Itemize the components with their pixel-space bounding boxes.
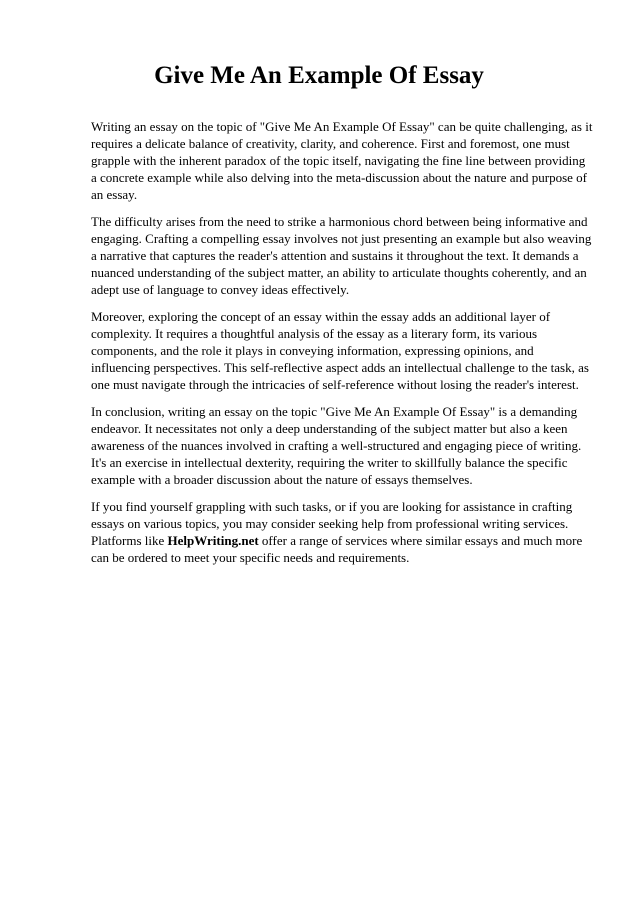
paragraph-5-intro: If you find yourself grappling with such tasks, or if you are looking for assistance in crafting essays on various topics, you may consider seeking help from professional writing services. Platforms like bbox=[91, 499, 573, 548]
paragraph-4: In conclusion, writing an essay on the topic "Give Me An Example Of Essay" is a demanding endeavor. It necessitates not only a deep understanding of the subject matter but also a keen awareness of the nuances involved in crafting a well-structured and engaging piece of writing. It's an exercise in intellectual dexterity, requiring the writer to skillfully balance the specific example with a broader discussion about the nature of essays themselves. bbox=[91, 404, 582, 487]
document-title: Give Me An Example Of Essay bbox=[154, 62, 484, 89]
paragraph-2: The difficulty arises from the need to strike a harmonious chord between being informative and engaging. Crafting a compelling essay involves not just presenting an example but also weaving a narrative that captures the reader's attention and sustains it throughout the text. It demands a nuanced understanding of the subject matter, an ability to articulate thoughts coherently, and an adept use of language to convey ideas effectively. bbox=[91, 214, 592, 297]
paragraph-1: Writing an essay on the topic of "Give Me An Example Of Essay" can be quite challenging, as it requires a delicate balance of creativity, clarity, and coherence. First and foremost, one must grapple with the inherent paradox of the topic itself, navigating the fine line between providing a concrete example while also delving into the meta-discussion about the nature and purpose of an essay. bbox=[91, 119, 593, 202]
paragraph-3: Moreover, exploring the concept of an essay within the essay adds an additional layer of complexity. It requires a thoughtful analysis of the essay as a literary form, its various components, and the role it plays in conveying information, expressing opinions, and influencing perspectives. This self-reflective aspect adds an intellectual challenge to the task, as one must navigate through the intricacies of self-reference without losing the reader's interest. bbox=[91, 309, 589, 392]
paragraph-5 bbox=[91, 498, 593, 566]
document-body bbox=[91, 118, 593, 576]
helpwriting-link[interactable]: HelpWriting.net bbox=[167, 533, 259, 548]
paragraph-5-outro: offer a range of services where similar essays and much more can be ordered to meet your specific needs and requirements. bbox=[91, 533, 583, 565]
